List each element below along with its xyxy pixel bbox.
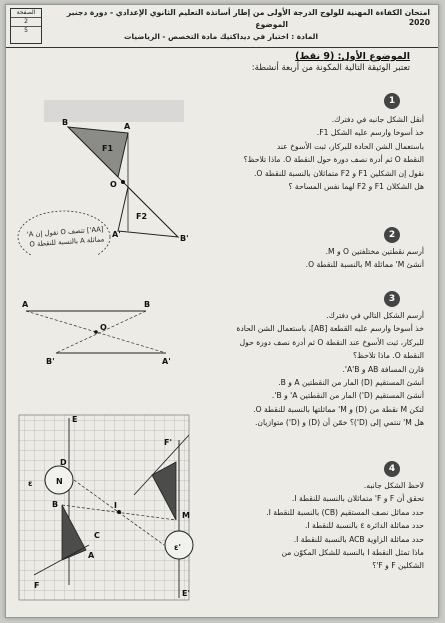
label-c: C	[94, 531, 100, 540]
activity-4-line: حدد مماثلة الدائرة ε بالنسبة للنقطة I.	[304, 521, 424, 531]
activity-1-number: 1	[384, 93, 400, 109]
label-b-prime: B'	[180, 234, 189, 243]
page-number-box	[10, 8, 42, 44]
label-e-prime: E'	[182, 589, 190, 598]
page-current: 2	[11, 18, 41, 27]
exam-header	[6, 5, 438, 48]
point-i	[117, 510, 121, 514]
activity-1-line: خذ أسوخا وارسم عليه الشكل F1.	[316, 128, 424, 138]
label-b-prime: B'	[46, 357, 55, 366]
activity-1-line: باستعمال الشن الحادة للبركار، ثبت الأسوخ عند	[276, 141, 424, 151]
label-d: D	[60, 458, 67, 467]
activity-4-line: حدد مماثلة الزاوية ACB بالنسبة للنقطة I.	[293, 534, 424, 544]
activity-3-line: أنشئ المستقيم (D') المار من النقطتين A' و B'.	[271, 391, 424, 401]
label-e: E	[72, 415, 78, 424]
exam-section: الموضوع	[255, 20, 288, 29]
label-b: B	[52, 500, 59, 509]
activity-4-line: حدد مماثل نصف المستقيم (CB) بالنسبة للنقطة I.	[266, 507, 424, 517]
label-f1: F1	[102, 144, 114, 153]
label-f-prime: F'	[164, 438, 172, 447]
shape-f2	[118, 187, 178, 237]
label-a: A	[124, 122, 131, 131]
label-b: B	[62, 118, 69, 127]
page-label: الصفحة	[11, 9, 41, 18]
label-m: M	[182, 511, 190, 520]
label-n: N	[56, 477, 63, 486]
activity-4-text	[204, 479, 424, 573]
activity-2-line: أنشئ M' مماثلة M بالنسبة للنقطة O.	[305, 260, 424, 270]
activity-3-line: النقطة O. ماذا تلاحظ؟	[353, 351, 424, 361]
label-a-prime: A'	[112, 230, 121, 239]
activity-3-line: للبركار، ثبت الأسوخ عند النقطة O ثم أدرة نصف دورة حول	[239, 337, 424, 347]
label-f2: F2	[136, 212, 148, 221]
point-o	[121, 180, 125, 184]
subject-intro: تعتبر الوثيقة التالية المكونة من أربعة أنشطة:	[251, 63, 410, 73]
activity-1-line: هل الشكلان F1 و F2 لهما نفس المساحة ؟	[288, 182, 424, 192]
activity-3-number: 3	[384, 291, 400, 307]
activity-4-line: لاحظ الشكل جانبه.	[363, 481, 424, 490]
label-a: A	[88, 551, 95, 560]
exam-subject: المادة : اختبار في ديداكتيك مادة التخصص - الرياضيات	[124, 32, 318, 41]
label-epsilon-prime: ε'	[174, 543, 181, 552]
activity-4-line: الشكلين F و F'؟	[372, 561, 424, 571]
line-bb	[56, 311, 146, 353]
activity-4-line: ماذا تمثل النقطة I بالنسبة للشكل المكوّن من	[281, 548, 424, 558]
activity-3-line: هل M' تنتمي إلى (D')؟ خمّن أن (D) و (D') متوازيان.	[255, 418, 424, 428]
label-a: A	[22, 300, 29, 309]
shape-f1	[68, 127, 128, 177]
activity-4-line: تحقق أن F و F' متماثلان بالنسبة للنقطة I.	[291, 494, 424, 504]
activity-2-number: 2	[384, 227, 400, 243]
subject-title: الموضوع الأول: (9 نقط)	[295, 51, 410, 62]
activity-1-line: النقطة O ثم أدرة نصف دورة حول النقطة O. ماذا تلاحظ؟	[243, 155, 424, 165]
exam-page	[5, 4, 439, 618]
activity-2-line: أرسم نقطتين مختلفتين O و M.	[325, 247, 424, 256]
activity-1-note: [AA'] تتصف O نقول إن A' مماثلة A بالنسبة للنقطة O	[26, 225, 105, 249]
activity-3-line: لتكن M نقطة من (D) و M' مماثلتها بالنسبة للنقطة O.	[253, 404, 424, 414]
activity-3-text	[184, 309, 424, 430]
label-f: F	[34, 581, 40, 590]
activity-4-number: 4	[384, 461, 400, 477]
activity-3-figure	[16, 297, 186, 367]
exam-title: امتحان الكفاءة المهنية للولوج الدرجة الأولى من إطار أساتذة التعليم الثانوي الإعدادي - دورة دجنبر 2020	[66, 8, 430, 27]
activity-1-line: نقول إن الشكلين F1 و F2 متماثلان بالنسبة للنقطة O.	[254, 168, 424, 178]
label-o: O	[100, 323, 107, 332]
label-a-prime: A'	[162, 357, 171, 366]
activity-2-text	[204, 245, 424, 272]
page-total: 5	[24, 27, 28, 34]
activity-3-line: خذ أسوخا وارسم عليه القطعة [AB]، باستعمال الشن الحادة	[236, 324, 424, 334]
activity-1-line: أنقل الشكل جانبه في دفترك.	[331, 115, 424, 124]
label-epsilon: ε	[28, 479, 33, 488]
activity-3-line: قارن المسافة AB و A'B'.	[342, 364, 424, 374]
label-o: O	[110, 180, 117, 189]
label-b: B	[144, 300, 151, 309]
point-o	[94, 330, 98, 334]
activity-4-figure	[14, 410, 204, 610]
activity-3-line: أرسم الشكل التالي في دفترك.	[326, 311, 424, 320]
activity-3-line: أنشئ المستقيم (D) المار من النقطتين A و B.	[278, 378, 424, 388]
label-i: I	[114, 501, 117, 510]
